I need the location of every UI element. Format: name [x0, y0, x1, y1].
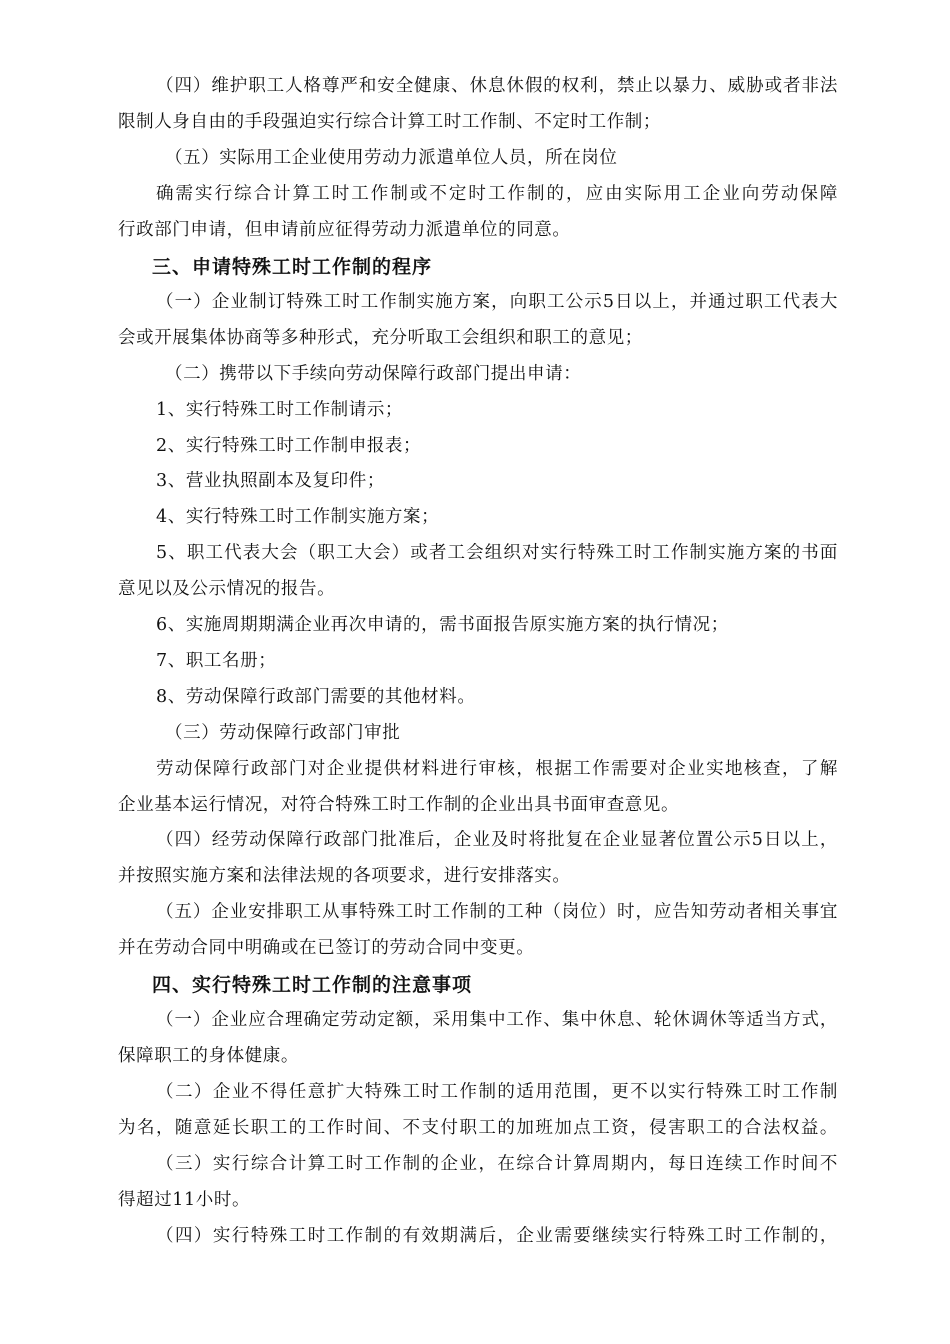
paragraph-line: （四）经劳动保障行政部门批准后，企业及时将批复在企业显著位置公示5日以上，	[156, 830, 838, 850]
paragraph-line: 确需实行综合计算工时工作制或不定时工作制的，应由实际用工企业向劳动保障	[156, 184, 838, 204]
list-item: 5、职工代表大会（职工大会）或者工会组织对实行特殊工时工作制实施方案的书面	[156, 543, 838, 563]
paragraph-line: （一）企业应合理确定劳动定额，采用集中工作、集中休息、轮休调休等适当方式，	[156, 1010, 838, 1030]
paragraph-line: 并在劳动合同中明确或在已签订的劳动合同中变更。	[118, 938, 535, 958]
paragraph-line: （四）实行特殊工时工作制的有效期满后，企业需要继续实行特殊工时工作制的，	[156, 1226, 838, 1246]
paragraph-line: 会或开展集体协商等多种形式，充分听取工会组织和职工的意见；	[118, 328, 643, 348]
paragraph-line: 为名，随意延长职工的工作时间、不支付职工的加班加点工资，侵害职工的合法权益。	[118, 1118, 838, 1138]
paragraph-line: （五）实际用工企业使用劳动力派遣单位人员，所在岗位	[165, 148, 618, 168]
paragraph-line: 行政部门申请，但申请前应征得劳动力派遣单位的同意。	[118, 220, 571, 240]
paragraph-line: （四）维护职工人格尊严和安全健康、休息休假的权利，禁止以暴力、威胁或者非法	[156, 76, 838, 96]
paragraph-line: 保障职工的身体健康。	[118, 1046, 299, 1066]
paragraph-line: 得超过11小时。	[118, 1190, 251, 1210]
paragraph-line: 劳动保障行政部门对企业提供材料进行审核，根据工作需要对企业实地核查，了解	[156, 759, 838, 779]
section-heading-4: 四、实行特殊工时工作制的注意事项	[152, 974, 473, 996]
paragraph-line: 并按照实施方案和法律法规的各项要求，进行安排落实。	[118, 866, 571, 886]
list-item: 3、营业执照副本及复印件；	[156, 471, 385, 491]
list-item: 1、实行特殊工时工作制请示；	[156, 400, 404, 420]
paragraph-line: （五）企业安排职工从事特殊工时工作制的工种（岗位）时，应告知劳动者相关事宜	[156, 902, 838, 922]
list-item: 6、实施周期期满企业再次申请的，需书面报告原实施方案的执行情况；	[156, 615, 729, 635]
paragraph-line: （一）企业制订特殊工时工作制实施方案，向职工公示5日以上，并通过职工代表大	[156, 292, 838, 312]
paragraph-line: （二）携带以下手续向劳动保障行政部门提出申请：	[165, 364, 582, 384]
list-item: 8、劳动保障行政部门需要的其他材料。	[156, 687, 476, 707]
paragraph-line: （三）劳动保障行政部门审批	[165, 723, 401, 743]
list-item: 2、实行特殊工时工作制申报表；	[156, 436, 422, 456]
paragraph-line: （二）企业不得任意扩大特殊工时工作制的适用范围，更不以实行特殊工时工作制	[156, 1082, 838, 1102]
paragraph-line: （三）实行综合计算工时工作制的企业，在综合计算周期内，每日连续工作时间不	[156, 1154, 838, 1174]
paragraph-line: 企业基本运行情况，对符合特殊工时工作制的企业出具书面审查意见。	[118, 795, 680, 815]
paragraph-line: 意见以及公示情况的报告。	[118, 579, 336, 599]
paragraph-line: 限制人身自由的手段强迫实行综合计算工时工作制、不定时工作制；	[118, 112, 661, 132]
section-heading-3: 三、申请特殊工时工作制的程序	[152, 256, 433, 278]
list-item: 7、职工名册；	[156, 651, 277, 671]
list-item: 4、实行特殊工时工作制实施方案；	[156, 507, 440, 527]
